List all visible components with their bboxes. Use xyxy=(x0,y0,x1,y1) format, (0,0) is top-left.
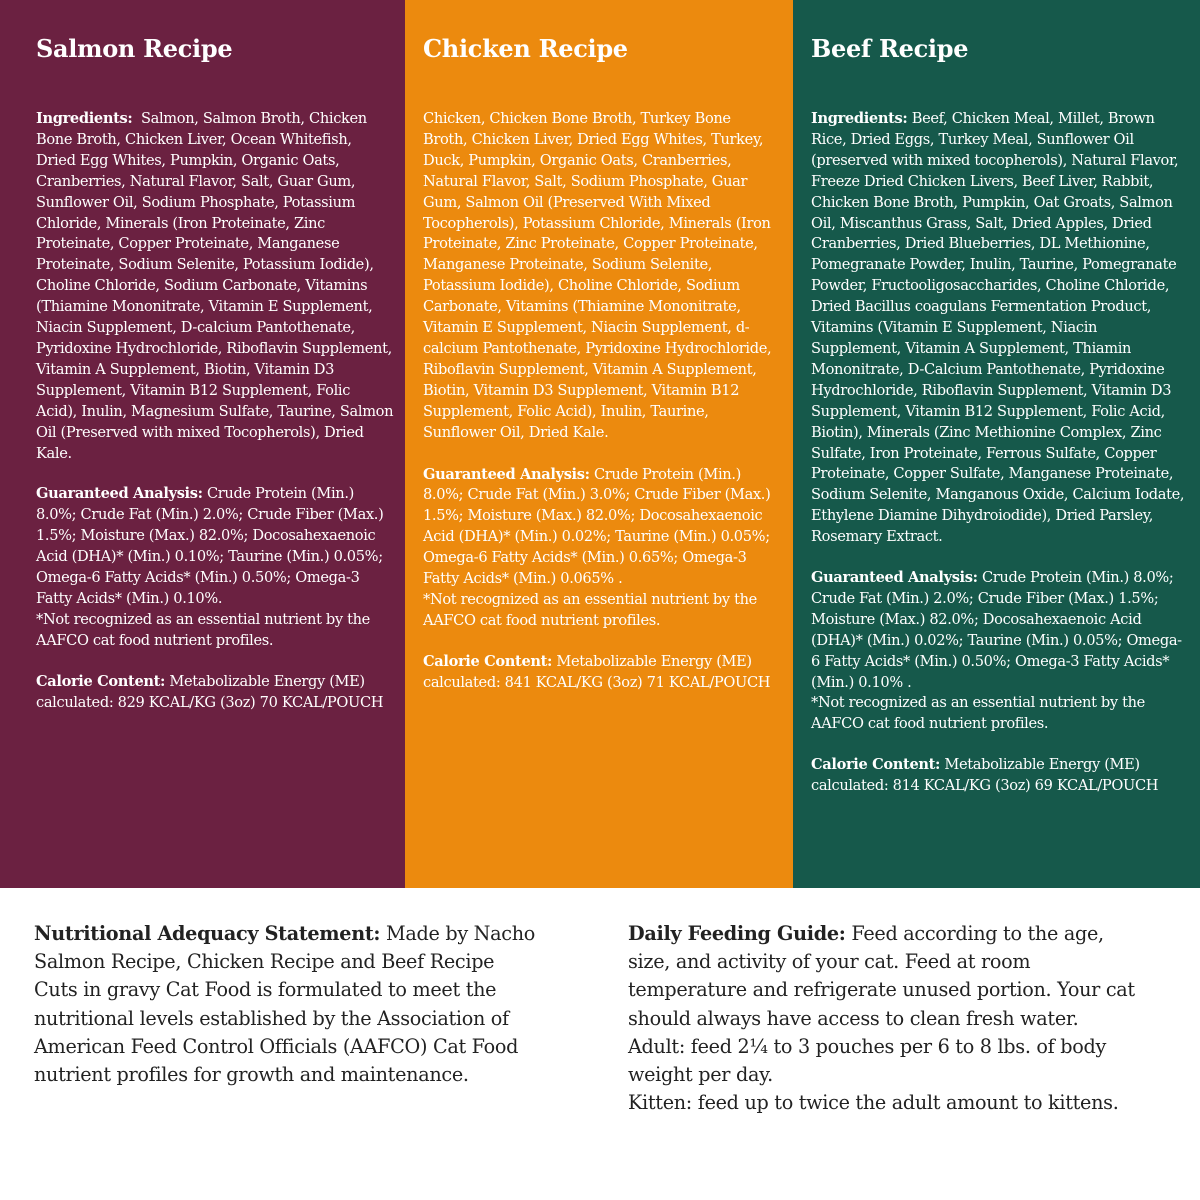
beef-calorie-label: Calorie Content: xyxy=(811,756,941,774)
beef-analysis-label: Guaranteed Analysis: xyxy=(811,569,978,587)
feeding-intro xyxy=(628,920,1150,1033)
beef-ingredients xyxy=(811,109,1190,548)
daily-feeding-guide xyxy=(596,888,1200,1200)
salmon-ingredients-text: Salmon, Salmon Broth, Chicken Bone Broth, Chicken Liver, Ocean Whitefish, Dried Egg Whites, Pumpkin, Organic Oats, Cranberries, Natural Flavor, Salt, Guar Gum, Sunflower Oil, Sodium Phosphate, Potassium Chloride, Minerals (Iron Proteinate, Zinc Proteinate, Copper Proteinate, Manganese Proteinate, Sodium Selenite, Potassium Iodide), Choline Chloride, Sodium Carbonate, Vitamins (Thiamine Mononitrate, Vitamin E Supplement, Niacin Supplement, D-calcium Pantothenate, Pyridoxine Hydrochloride, Riboflavin Supplement, Vitamin A Supplement, Biotin, Vitamin D3 Supplement, Vitamin B12 Supplement, Folic Acid), Inulin, Magnesium Sulfate, Taurine, Salmon Oil (Preserved with mixed Tocopherols), Dried Kale. xyxy=(36,110,394,462)
chicken-calorie-content xyxy=(423,652,779,694)
salmon-recipe-title: Salmon Recipe xyxy=(36,34,233,63)
feeding-label: Daily Feeding Guide: xyxy=(628,922,846,945)
chicken-analysis-label: Guaranteed Analysis: xyxy=(423,465,590,483)
nutritional-adequacy-statement xyxy=(0,888,596,1200)
salmon-calorie-label: Calorie Content: xyxy=(36,672,166,690)
chicken-analysis-text: Crude Protein (Min.) 8.0%; Crude Fat (Min.) 3.0%; Crude Fiber (Max.) 1.5%; Moisture (Max.) 82.0%; Docosahexaenoic Acid (DHA)* (Min.) 0.02%; Taurine (Min.) 0.05%; Omega-6 Fatty Acids* (Min.) 0.65%; Omega-3 Fatty Acids* (Min.) 0.065% . xyxy=(423,465,771,588)
beef-calorie-content xyxy=(811,755,1190,797)
salmon-analysis-note: *Not recognized as an essential nutrient by the AAFCO cat food nutrient profiles. xyxy=(36,610,370,649)
chicken-calorie-label: Calorie Content: xyxy=(423,652,553,670)
salmon-guaranteed-analysis xyxy=(36,484,395,651)
salmon-analysis-text: Crude Protein (Min.) 8.0%; Crude Fat (Min.) 2.0%; Crude Fiber (Max.) 1.5%; Moisture (Max.) 82.0%; Docosahexaenoic Acid (DHA)* (Min.) 0.10%; Taurine (Min.) 0.05%; Omega-6 Fatty Acids* (Min.) 0.50%; Omega-3 Fatty Acids* (Min.) 0.10%. xyxy=(36,485,384,607)
chicken-guaranteed-analysis xyxy=(423,465,779,632)
salmon-calorie-content xyxy=(36,672,395,714)
feeding-adult: Adult: feed 2¼ to 3 pouches per 6 to 8 lbs. of body weight per day. xyxy=(628,1034,1107,1087)
chicken-recipe-title: Chicken Recipe xyxy=(423,34,628,63)
beef-analysis-text: Crude Protein (Min.) 8.0%; Crude Fat (Min.) 2.0%; Crude Fiber (Max.) 1.5%; Moisture (Max.) 82.0%; Docosahexaenoic Acid (DHA)* (Min.) 0.02%; Taurine (Min.) 0.05%; Omega-6 Fatty Acids* (Min.) 0.50%; Omega-3 Fatty Acids* (Min.) 0.10% . xyxy=(811,569,1182,691)
bottom-statements xyxy=(0,888,1200,1200)
beef-ingredients-text: Beef, Chicken Meal, Millet, Brown Rice, Dried Eggs, Turkey Meal, Sunflower Oil (preserved with mixed tocopherols), Natural Flavor, Freeze Dried Chicken Livers, Beef Liver, Rabbit, Chicken Bone Broth, Pumpkin, Oat Groats, Salmon Oil, Miscanthus Grass, Salt, Dried Apples, Dried Cranberries, Dried Blueberries, DL Methionine, Pomegranate Powder, Inulin, Taurine, Pomegranate Powder, Fructooligosaccharides, Choline Chloride, Dried Bacillus coagulans Fermentation Product, Vitamins (Vitamin E Supplement, Niacin Supplement, Vitamin A Supplement, Thiamin Mononitrate, D-Calcium Pantothenate, Pyridoxine Hydrochloride, Riboflavin Supplement, Vitamin D3 Supplement, Vitamin B12 Supplement, Folic Acid, Biotin), Minerals (Zinc Methionine Complex, Zinc Sulfate, Iron Proteinate, Ferrous Sulfate, Copper Proteinate, Copper Sulfate, Manganese Proteinate, Sodium Selenite, Manganous Oxide, Calcium Iodate, Ethylene Diamine Dihydroiodide), Dried Parsley, Rosemary Extract. xyxy=(811,110,1185,546)
beef-guaranteed-analysis xyxy=(811,568,1190,735)
feeding-kitten: Kitten: feed up to twice the adult amount to kittens. xyxy=(628,1091,1119,1115)
chicken-calorie-text: Metabolizable Energy (ME) calculated: 841 KCAL/KG (3oz) 71 KCAL/POUCH xyxy=(423,652,771,691)
chicken-ingredients xyxy=(423,109,779,444)
salmon-ingredients-label: Ingredients: xyxy=(36,110,133,127)
chicken-ingredients-text: Chicken, Chicken Bone Broth, Turkey Bone Broth, Chicken Liver, Dried Egg Whites, Turkey, Duck, Pumpkin, Organic Oats, Cranberries, Natural Flavor, Salt, Sodium Phosphate, Guar Gum, Salmon Oil (Preserved With Mixed Tocopherols), Potassium Chloride, Minerals (Iron Proteinate, Zinc Proteinate, Copper Proteinate, Manganese Proteinate, Sodium Selenite, Potassium Iodide), Choline Chloride, Sodium Carbonate, Vitamins (Thiamine Mononitrate, Vitamin E Supplement, Niacin Supplement, d-calcium Pantothenate, Pyridoxine Hydrochloride, Riboflavin Supplement, Vitamin A Supplement, Biotin, Vitamin D3 Supplement, Vitamin B12 Supplement, Folic Acid), Inulin, Taurine, Sunflower Oil, Dried Kale. xyxy=(423,110,772,441)
salmon-analysis-label: Guaranteed Analysis: xyxy=(36,485,203,503)
salmon-ingredients xyxy=(36,109,395,464)
feeding-text: Feed according to the age, size, and activity of your cat. Feed at room temperature and refrigerate unused portion. Your cat should always have access to clean fresh water. xyxy=(628,922,1135,1030)
adequacy-text: Made by Nacho Salmon Recipe, Chicken Recipe and Beef Recipe Cuts in gravy Cat Food is formulated to meet the nutritional levels established by the Association of American Feed Control Officials (AAFCO) Cat Food nutrient profiles for growth and maintenance. xyxy=(34,922,536,1087)
beef-calorie-text: Metabolizable Energy (ME) calculated: 814 KCAL/KG (3oz) 69 KCAL/POUCH xyxy=(811,756,1159,795)
beef-ingredients-label: Ingredients: xyxy=(811,110,908,127)
beef-analysis-note: *Not recognized as an essential nutrient by the AAFCO cat food nutrient profiles. xyxy=(811,694,1145,733)
beef-recipe-title: Beef Recipe xyxy=(811,34,969,63)
adequacy-label: Nutritional Adequacy Statement: xyxy=(34,922,381,945)
beef-recipe-panel xyxy=(793,0,1200,888)
chicken-recipe-panel xyxy=(405,0,793,888)
salmon-calorie-text: Metabolizable Energy (ME) calculated: 829 KCAL/KG (3oz) 70 KCAL/POUCH xyxy=(36,672,384,711)
chicken-analysis-note: *Not recognized as an essential nutrient by the AAFCO cat food nutrient profiles. xyxy=(423,590,757,629)
salmon-recipe-panel xyxy=(0,0,405,888)
